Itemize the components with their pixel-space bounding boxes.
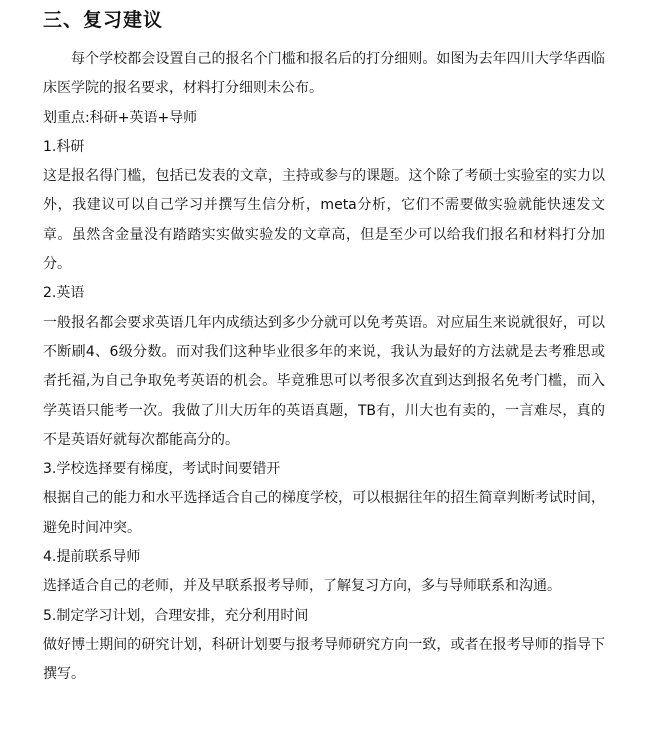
intro-paragraph: 每个学校都会设置自己的报名个门槛和报名后的打分细则。如图为去年四川大学华西临床医学院的报名要求，材料打分细则未公布。 bbox=[43, 51, 605, 97]
item-heading-contact-advisor: 4.提前联系导师 bbox=[43, 549, 141, 566]
item-body-study-plan: 做好博士期间的研究计划，科研计划要与报考导师研究方向一致，或者在报考导师的指导下撰写。 bbox=[43, 636, 605, 683]
section-title: 三、复习建议 bbox=[43, 9, 164, 31]
item-heading-school-choice: 3.学校选择要有梯度，考试时间要错开 bbox=[43, 461, 281, 478]
item-heading-english: 2.英语 bbox=[43, 285, 85, 302]
item-body-school-choice: 根据自己的能力和水平选择适合自己的梯度学校，可以根据往年的招生简章判断考试时间，避免时间冲突。 bbox=[43, 490, 605, 536]
item-body-research: 这是报名得门槛，包括已发表的文章，主持或参与的课题。这个除了考硕士实验室的实力以外，我建议可以自己学习并撰写生信分析，meta分析，它们不需要做实验就能快速发文章。虽然含金量没有踏踏实实做实验发的文章高，但是至少可以给我们报名和材料打分加分。 bbox=[43, 168, 605, 273]
item-heading-study-plan: 5.制定学习计划，合理安排，充分利用时间 bbox=[43, 607, 309, 624]
key-points-line: 划重点:科研+英语+导师 bbox=[43, 109, 198, 126]
document-body bbox=[43, 6, 605, 690]
item-body-contact-advisor: 选择适合自己的老师，并及早联系报考导师，了解复习方向，多与导师联系和沟通。 bbox=[43, 578, 561, 595]
item-heading-research: 1.科研 bbox=[43, 138, 85, 155]
item-body-english: 一般报名都会要求英语几年内成绩达到多少分就可以免考英语。对应届生来说就很好，可以不断刷4、6级分数。而对我们这种毕业很多年的来说，我认为最好的方法就是去考雅思或者托福,为自己争取免考英语的机会。毕竟雅思可以考很多次直到达到报名免考门槛，而入学英语只能考一次。我做了川大历年的英语真题，TB有，川大也有卖的，一言难尽，真的不是英语好就每次都能高分的。 bbox=[43, 314, 605, 448]
